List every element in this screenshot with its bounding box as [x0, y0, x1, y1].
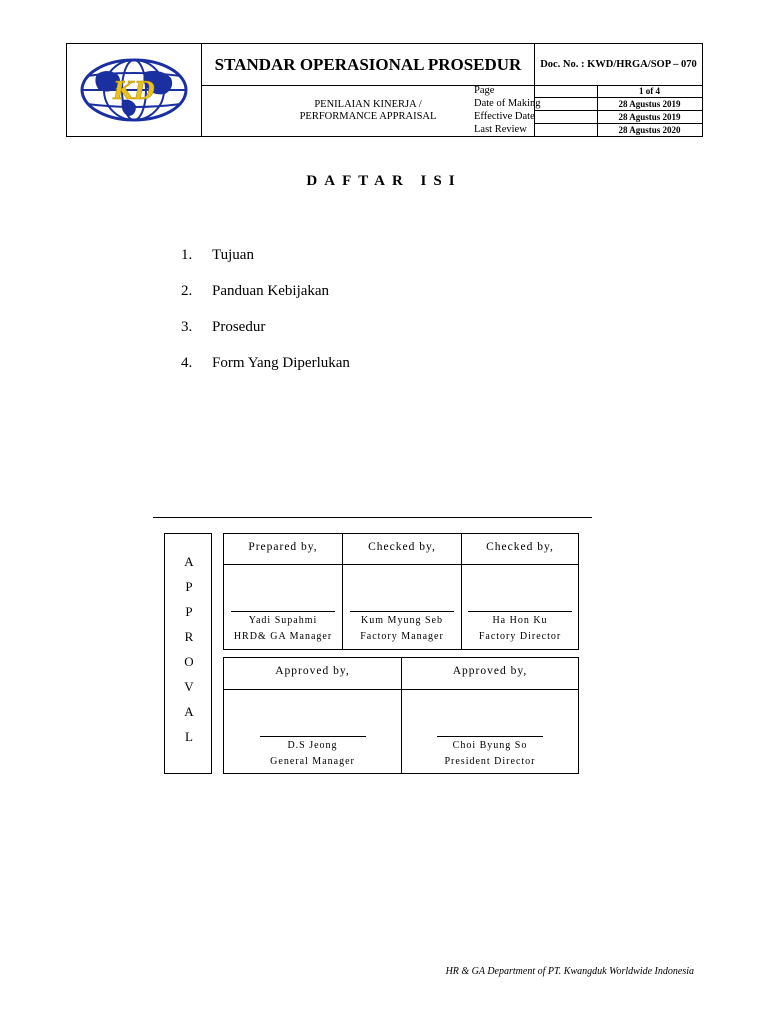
signer-name: D.S Jeong: [287, 740, 338, 751]
approval-letter: L: [185, 729, 193, 744]
meta-value-last-review: 28 Agustus 2020: [618, 125, 681, 135]
approval-letter: A: [184, 704, 194, 719]
doc-number-cell: [535, 44, 702, 86]
meta-label-last-review: Last Review: [474, 124, 527, 135]
logo-cell: [67, 44, 202, 136]
signer-role: General Manager: [270, 756, 355, 767]
meta-label-date-of-making: Date of Making: [474, 98, 541, 109]
signature-line: [260, 736, 366, 737]
approval-letter: P: [185, 579, 193, 594]
sop-title: STANDAR OPERASIONAL PROSEDUR: [214, 54, 522, 74]
toc-item-number: 4.: [181, 355, 193, 371]
approval-letter: P: [185, 604, 193, 619]
separator-line: [153, 517, 592, 518]
toc-item-label: Form Yang Diperlukan: [212, 355, 350, 371]
signature-line: [350, 611, 454, 612]
signature-table-prepared-checked: [223, 533, 579, 650]
signer-name: Kum Myung Seb: [361, 615, 443, 626]
signature-cell: [462, 534, 578, 649]
approval-letter: V: [184, 679, 194, 694]
toc-item-label: Tujuan: [212, 247, 254, 263]
signature-cell: [402, 658, 578, 773]
signature-line: [468, 611, 572, 612]
signature-heading: Approved by,: [402, 658, 578, 690]
signer-role: HRD& GA Manager: [233, 631, 333, 642]
signature-heading: Checked by,: [343, 534, 461, 565]
subtitle-line-1: PENILAIAN KINERJA /: [314, 99, 422, 110]
toc-title: DAFTAR ISI: [306, 173, 462, 189]
signature-line: [437, 736, 543, 737]
toc-item-label: Prosedur: [212, 319, 266, 335]
toc-item-number: 3.: [181, 319, 193, 335]
approval-letter: R: [184, 629, 194, 644]
signature-table-approved: [223, 657, 579, 774]
signature-heading: Prepared by,: [224, 534, 342, 565]
signature-heading: Checked by,: [462, 534, 578, 565]
signature-cell: [343, 534, 462, 649]
approval-letter: A: [184, 554, 194, 569]
meta-value-date-of-making: 28 Agustus 2019: [618, 99, 681, 109]
meta-label-effective-date: Effective Date: [474, 111, 535, 122]
meta-label-page: Page: [474, 85, 495, 96]
globe-logo-icon: [67, 44, 202, 136]
signature-cell: [224, 534, 343, 649]
toc-item-number: 1.: [181, 247, 193, 263]
footer-text: HR & GA Department of PT. Kwangduk Worldwide Indonesia: [445, 966, 694, 977]
approval-letter: O: [184, 654, 194, 669]
toc-item-label: Panduan Kebijakan: [212, 283, 330, 299]
signer-name: Choi Byung So: [452, 740, 528, 751]
subtitle-line-2: PERFORMANCE APPRAISAL: [299, 111, 437, 122]
signer-role: President Director: [444, 756, 536, 767]
signature-cell: [224, 658, 402, 773]
signer-name: Ha Hon Ku: [492, 615, 548, 626]
doc-number: Doc. No. : KWD/HRGA/SOP – 070: [540, 59, 697, 70]
meta-value-effective-date: 28 Agustus 2019: [618, 112, 681, 122]
sop-title-cell: [202, 44, 535, 86]
signature-heading: Approved by,: [224, 658, 401, 690]
signature-line: [231, 611, 335, 612]
signer-role: Factory Manager: [360, 631, 444, 642]
meta-value-page: 1 of 4: [639, 86, 660, 96]
logo-text: KD: [113, 76, 155, 105]
approval-side-box: [164, 533, 212, 774]
toc-item-number: 2.: [181, 283, 193, 299]
signer-role: Factory Director: [478, 631, 562, 642]
signer-name: Yadi Supahmi: [248, 615, 318, 626]
